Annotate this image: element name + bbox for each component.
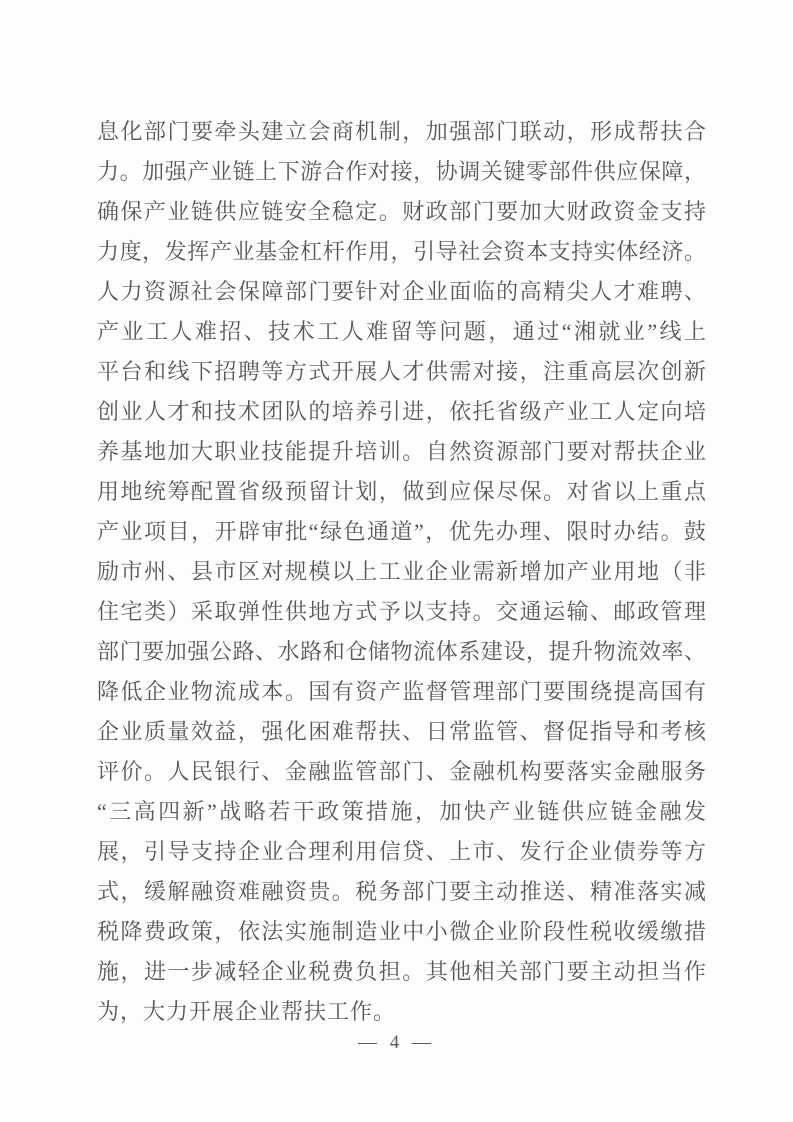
page-number: — 4 — [358, 1032, 435, 1053]
text-line: 力。加强产业链上下游合作对接，协调关键零部件供应保障， [97, 159, 706, 184]
text-line: 确保产业链供应链安全稳定。财政部门要加大财政资金支持 [97, 199, 706, 224]
text-line: 息化部门要牵头建立会商机制，加强部门联动，形成帮扶合 [97, 119, 706, 144]
text-line: 产业项目，开辟审批“绿色通道”，优先办理、限时办结。鼓 [97, 519, 706, 544]
text-line: 励市州、县市区对规模以上工业企业需新增加产业用地（非 [97, 559, 706, 584]
text-line: 展，引导支持企业合理利用信贷、上市、发行企业债券等方 [97, 839, 706, 864]
text-line: 住宅类）采取弹性供地方式予以支持。交通运输、邮政管理 [97, 599, 706, 624]
text-line: 创业人才和技术团队的培养引进，依托省级产业工人定向培 [97, 399, 706, 424]
text-line: 力度，发挥产业基金杠杆作用，引导社会资本支持实体经济。 [97, 239, 706, 264]
text-line: 式，缓解融资难融资贵。税务部门要主动推送、精准落实减 [97, 879, 706, 904]
text-line: 为，大力开展企业帮扶工作。 [97, 999, 397, 1024]
text-line: 企业质量效益，强化困难帮扶、日常监管、督促指导和考核 [97, 719, 706, 744]
text-line: 平台和线下招聘等方式开展人才供需对接，注重高层次创新 [97, 359, 706, 384]
text-line: 税降费政策，依法实施制造业中小微企业阶段性税收缓缴措 [97, 919, 706, 944]
text-line: “三高四新”战略若干政策措施，加快产业链供应链金融发 [97, 799, 706, 824]
text-line: 养基地加大职业技能提升培训。自然资源部门要对帮扶企业 [97, 439, 706, 464]
text-line: 降低企业物流成本。国有资产监督管理部门要围绕提高国有 [97, 679, 706, 704]
text-line: 部门要加强公路、水路和仓储物流体系建设，提升物流效率、 [97, 639, 706, 664]
text-line: 施，进一步减轻企业税费负担。其他相关部门要主动担当作 [97, 959, 706, 984]
text-line: 产业工人难招、技术工人难留等问题，通过“湘就业”线上 [97, 319, 706, 344]
text-line: 人力资源社会保障部门要针对企业面临的高精尖人才难聘、 [97, 279, 706, 304]
text-line: 用地统筹配置省级预留计划，做到应保尽保。对省以上重点 [97, 479, 706, 504]
text-line: 评价。人民银行、金融监管部门、金融机构要落实金融服务 [97, 759, 706, 784]
body-text [97, 112, 706, 1032]
